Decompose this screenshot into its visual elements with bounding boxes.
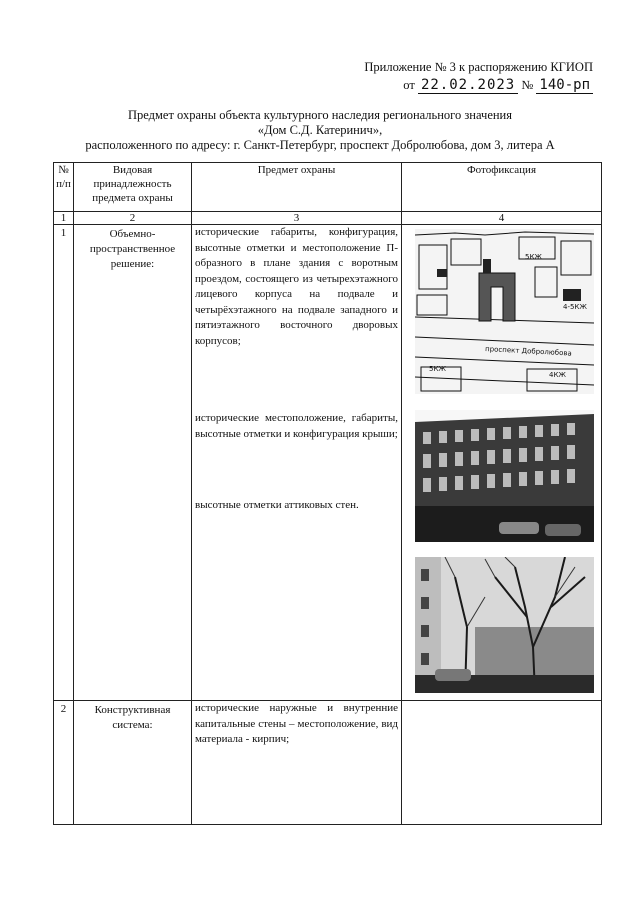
row1-photos [402,225,602,701]
row1-subject [192,225,402,701]
map-label-3: проспект Добролюбова [484,345,572,358]
protection-table [53,162,602,825]
appendix-line: Приложение № 3 к распоряжению КГИОП [364,60,593,74]
header-num: № п/п [54,163,74,212]
col-number-3: 3 [192,212,402,225]
row2-photos [402,701,602,825]
order-date-line [403,77,593,93]
facade-photo [415,410,594,542]
doc-title-line2: «Дом С.Д. Катеринич», [257,123,383,137]
map-label-1: 5КЖ [525,253,542,261]
order-number: 140-рп [536,77,593,94]
doc-title-line1: Предмет охраны объекта культурного наследия регионального значения [127,108,512,122]
row2-num: 2 [54,701,74,825]
col-number-1: 1 [54,212,74,225]
row1-item3: высотные отметки аттиковых стен. [195,499,359,511]
header-subject: Предмет охраны [192,163,402,212]
header-type: Видовая принадлежность предмета охраны [74,163,192,212]
row1-item1: исторические габариты, конфигурация, высотные отметки и местоположение П-образного в плане здания с воротным проездом, состоящего из четырехэтажного лицевого корпуса на подвале и четырёхэтажного на подвале западного и пятиэтажного восточного дворовых корпусов; [195,226,398,347]
row2-item1: исторические наружные и внутренние капитальные стены – местоположение, вид материала - кирпич; [195,702,398,745]
row1-type: Объемно- пространственное решение: [74,225,192,701]
header-photo: Фотофиксация [402,163,602,212]
doc-title-line3: расположенного по адресу: г. Санкт-Петербург, проспект Добролюбова, дом 3, литера А [85,138,555,152]
map-label-4: 5КЖ [429,365,446,373]
col-number-2: 2 [74,212,192,225]
map-label-2: 4-5КЖ [563,303,587,311]
order-date: 22.02.2023 [418,77,518,94]
site-map-photo [415,229,594,394]
date-prefix: от [403,78,415,92]
row1-num: 1 [54,225,74,701]
row2-subject [192,701,402,825]
courtyard-photo [415,557,594,693]
map-label-5: 4КЖ [549,371,566,379]
col-number-4: 4 [402,212,602,225]
number-sign: № [521,78,534,92]
row1-item2: исторические местоположение, габариты, высотные отметки и конфигурация крыши; [195,412,398,440]
row2-type: Конструктивная система: [74,701,192,825]
